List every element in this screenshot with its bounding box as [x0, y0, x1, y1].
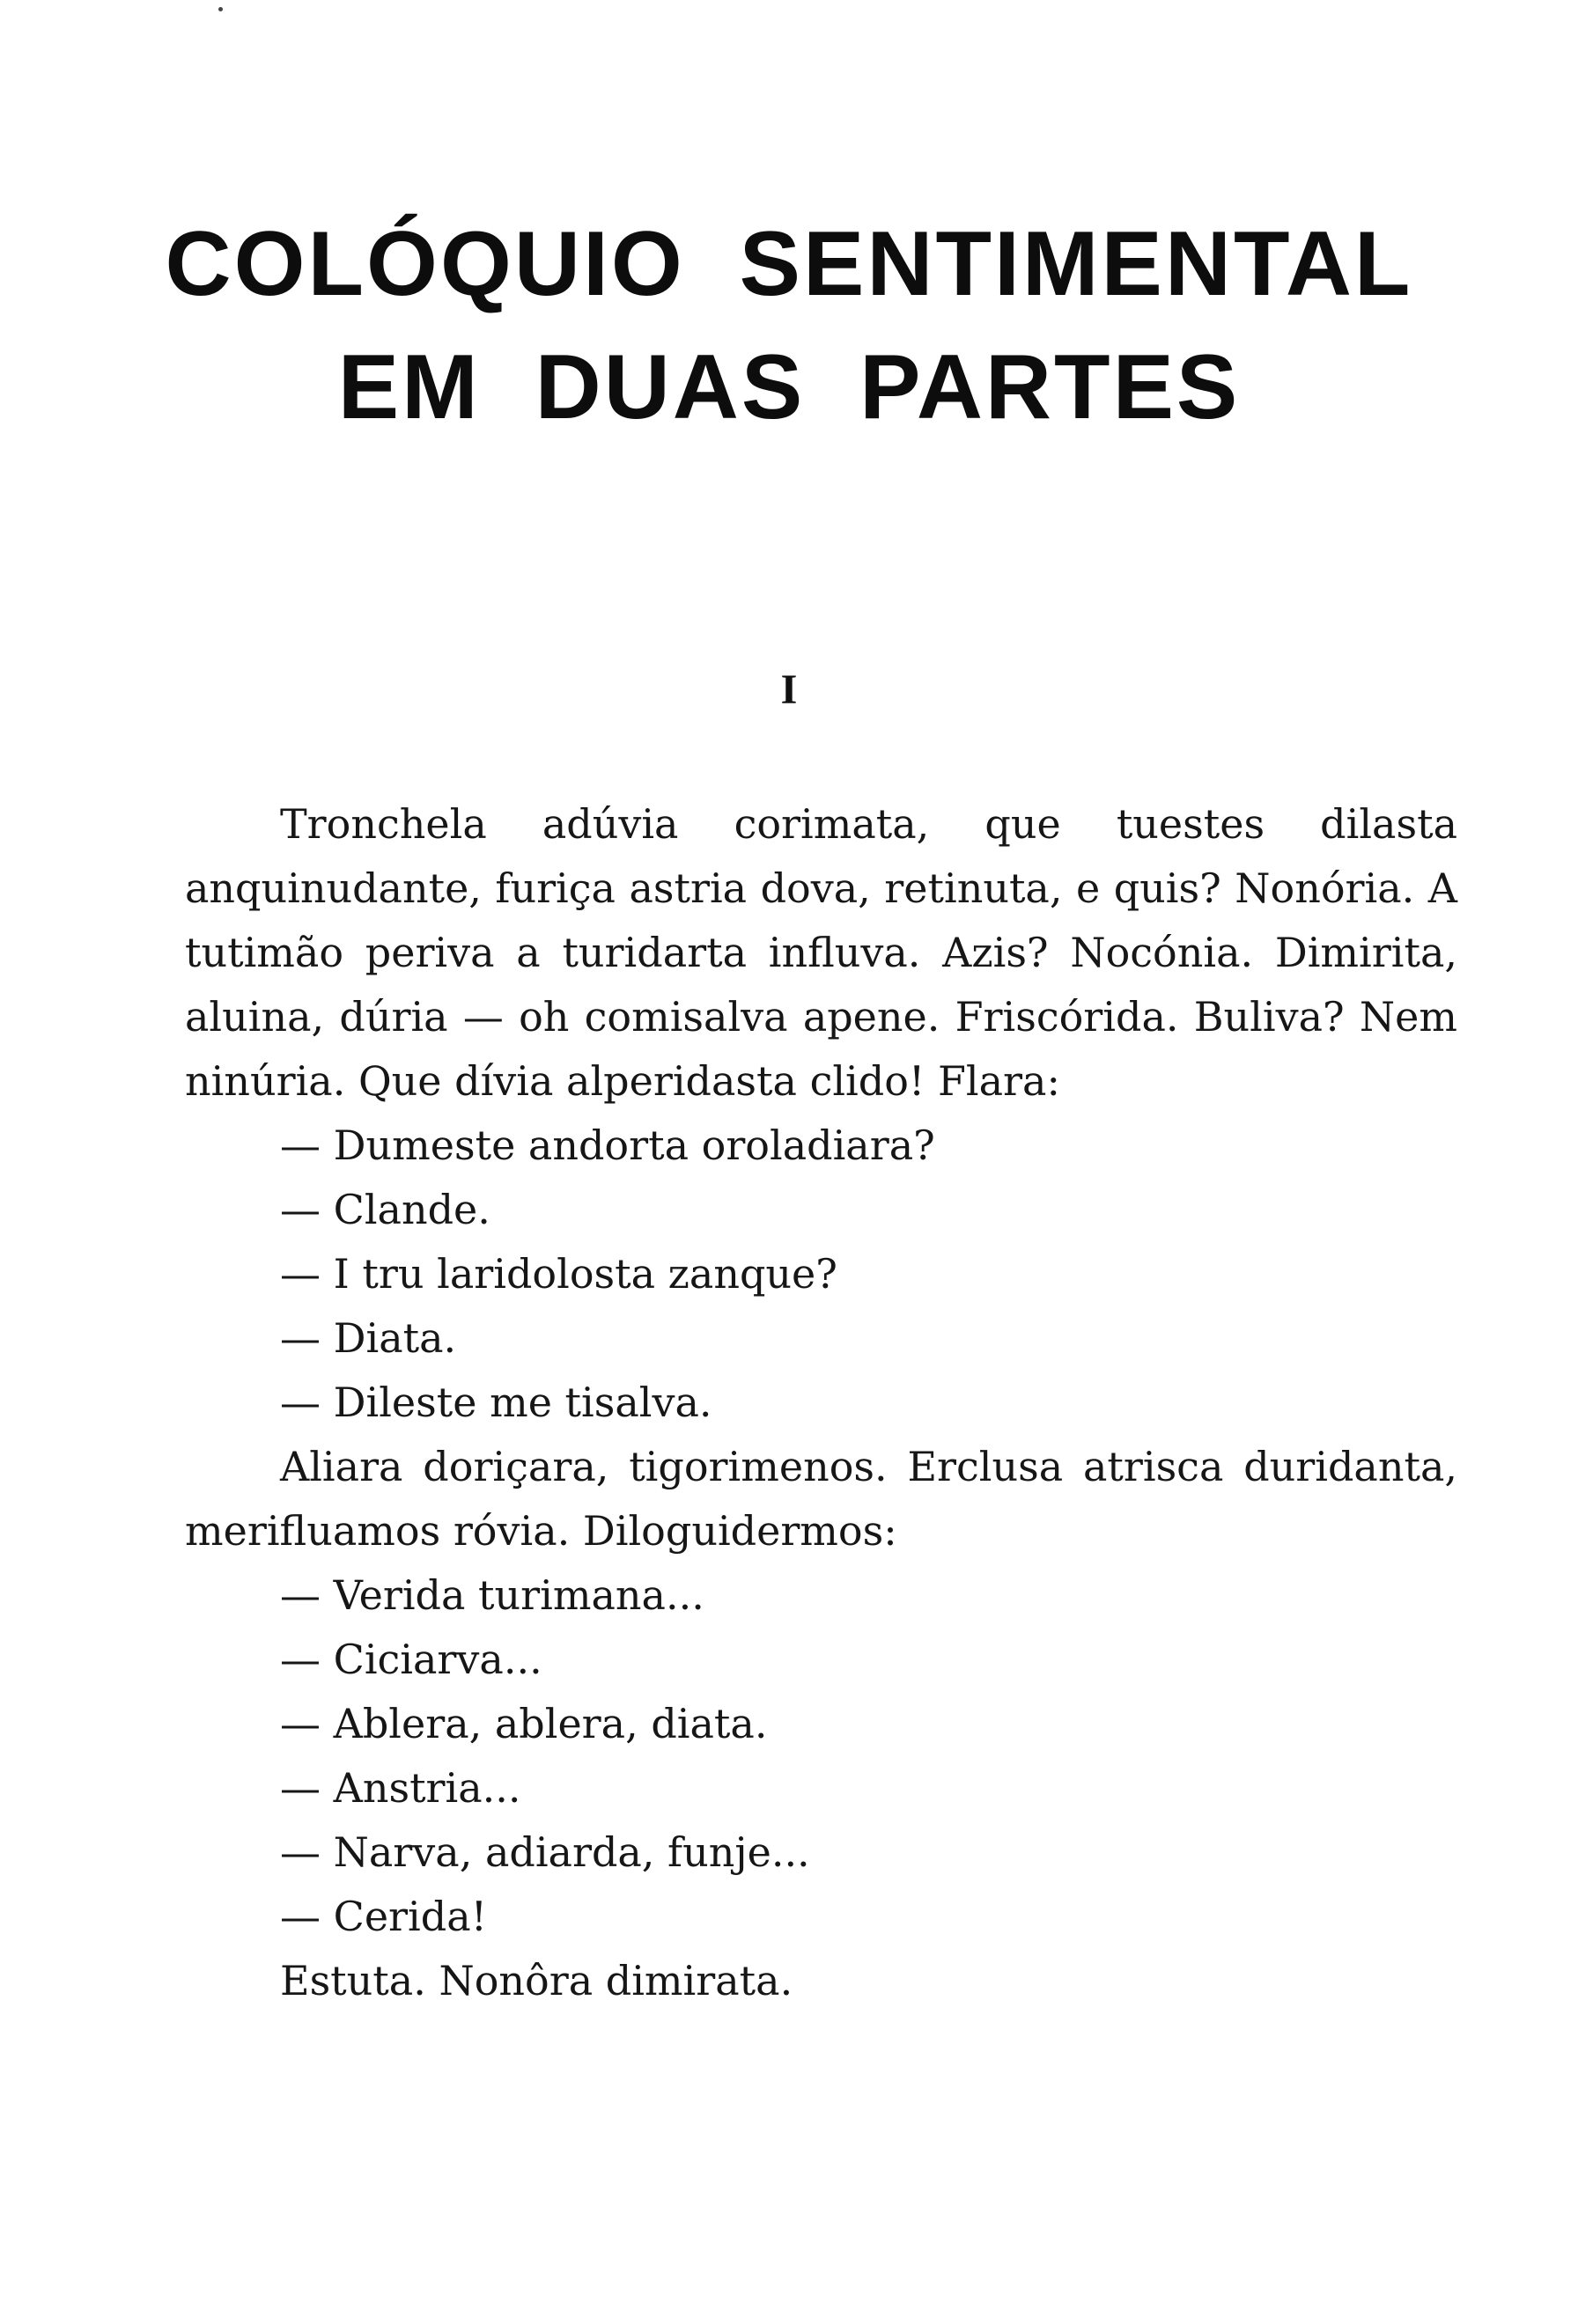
body-text	[185, 792, 1457, 2013]
dialogue-line: — Verida turimana...	[280, 1571, 704, 1619]
section-numeral: I	[780, 666, 798, 713]
dialogue-line: — Narva, adiarda, funje...	[280, 1828, 810, 1876]
dialogue-line: — Ciciarva...	[280, 1636, 542, 1683]
dialogue-line: — I tru laridolosta zanque?	[280, 1250, 837, 1298]
dialogue-line: — Dileste me tisalva.	[280, 1379, 712, 1426]
dialogue-line: — Dumeste andorta oroladiara?	[280, 1122, 935, 1169]
closing-line: Estuta. Nonôra dimirata.	[280, 1957, 793, 2004]
chapter-title-line-2: EM DUAS PARTES	[337, 336, 1241, 438]
dialogue-line: — Ablera, ablera, diata.	[280, 1700, 768, 1747]
paragraph-2: Aliara doriçara, tigorimenos. Erclusa atrisca duridanta, merifluamos róvia. Diloguidermos:	[185, 1443, 1457, 1555]
dialogue-line: — Cerida!	[280, 1893, 488, 1940]
paragraph-1: Tronchela adúvia corimata, que tuestes dilasta anquinudante, furiça astria dova, retinuta, e quis? Nonória. A tutimão periva a turidarta influva. Azis? Nocónia. Dimirita, aluina, dúria — oh comisalva apene. Friscórida. Buliva? Nem ninúria. Que dívia alperidasta clido! Flara:	[185, 800, 1457, 1105]
dialogue-line: — Diata.	[280, 1314, 457, 1362]
print-speck	[218, 7, 223, 11]
dialogue-line: — Anstria...	[280, 1764, 521, 1812]
chapter-title-line-1: COLÓQUIO SENTIMENTAL	[165, 213, 1413, 315]
dialogue-line: — Clande.	[280, 1186, 490, 1233]
